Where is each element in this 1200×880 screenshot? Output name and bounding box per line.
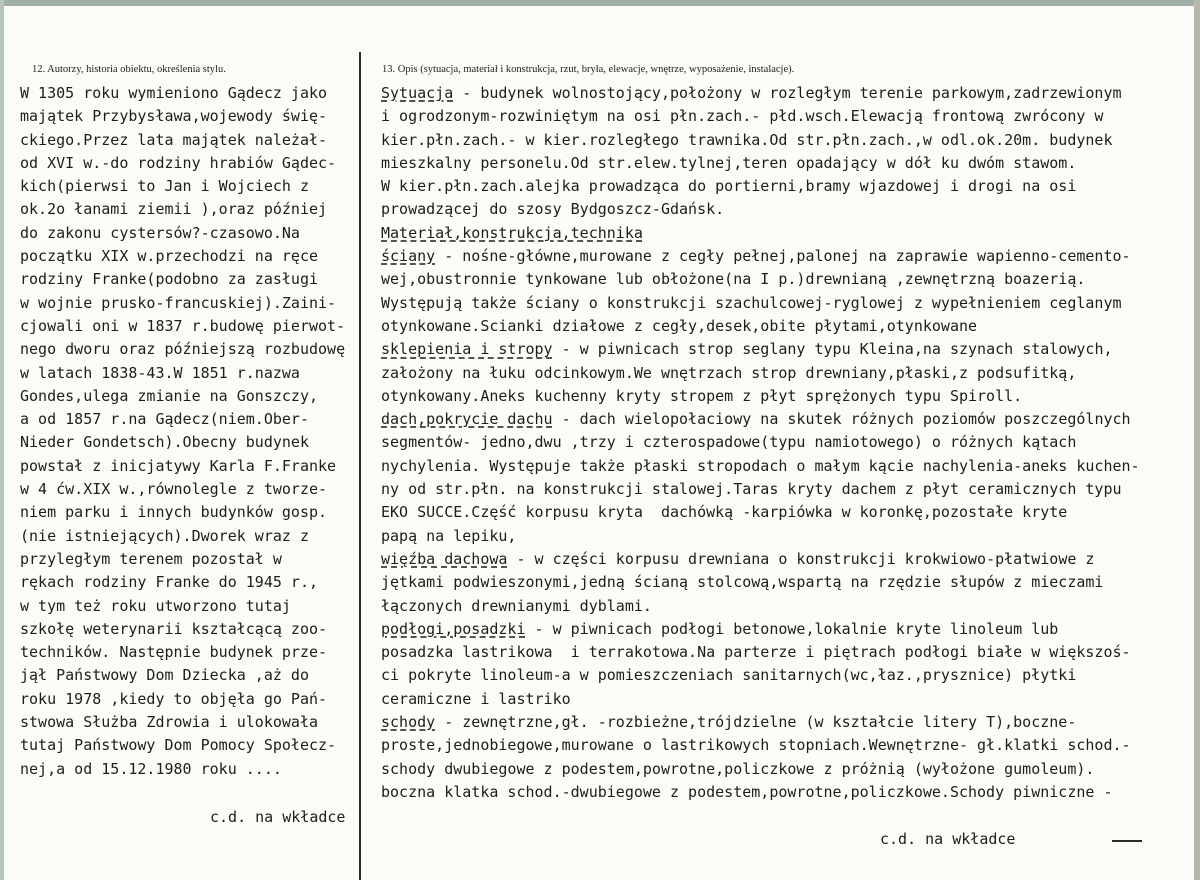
page-edge-left	[0, 0, 4, 880]
description-text: - nośne-główne,murowane z cegły pełnej,palonej na zaprawie wapienno-cemento-	[435, 247, 1131, 266]
description-line	[381, 338, 1196, 361]
left-continued-note: c.d. na wkładce	[210, 808, 346, 826]
description-line	[381, 222, 1196, 245]
description-line	[381, 408, 1196, 431]
history-line: do zakonu cystersów?-czasowo.Na	[20, 223, 300, 242]
description-line	[381, 571, 1196, 594]
section-heading: ściany	[381, 247, 436, 266]
history-line: rodziny Franke(podobno za zasługi	[20, 270, 319, 289]
description-line	[381, 711, 1196, 734]
description-text: ci pokryte linoleum-a w pomieszczeniach sanitarnych(wc,łaz.,prysznice) płytki	[381, 666, 1077, 685]
description-line	[381, 152, 1196, 175]
history-line: w 4 ćw.XIX w.,równolegle z tworze-	[20, 480, 328, 499]
description-text: założony na łuku odcinkowym.We wnętrzach strop drewniany,płaski,z podsufitką,	[381, 363, 1077, 382]
description-text: - w piwnicach strop seglany typu Kleina,na szynach stalowych,	[552, 340, 1113, 359]
history-line: nego dworu oraz późniejszą rozbudowę	[20, 340, 346, 359]
description-text: - w części korpusu drewniana o konstrukcji krokwiowo-płatwiowe z	[507, 549, 1095, 568]
description-text: W kier.płn.zach.alejka prowadząca do portierni,bramy wjazdowej i drogi na osi	[381, 177, 1077, 196]
description-text: EKO SUCCE.Część korpusu kryta dachówką -karpiówka w koronkę,pozostałe kryte	[381, 503, 1068, 522]
history-line: (nie istniejących).Dworek wraz z	[20, 526, 309, 545]
description-text: Występują także ściany o konstrukcji szachulcowej-ryglowej z wypełnieniem ceglanym	[381, 293, 1122, 312]
history-line: tutaj Państwowy Dom Pomocy Społecz-	[20, 736, 337, 755]
description-line	[381, 82, 1196, 105]
description-line	[381, 618, 1196, 641]
history-line: majątek Przybysława,wojewody świę-	[20, 107, 328, 126]
description-line	[381, 245, 1196, 268]
history-line: stwowa Służba Zdrowia i ulokowała	[20, 713, 319, 732]
history-line: szkołę weterynarii kształcącą zoo-	[20, 619, 328, 638]
description-text: prowadzącej do szosy Bydgoszcz-Gdańsk.	[381, 200, 725, 219]
description-text: nychylenia. Występuje także płaski stropodach o małym kącie nachylenia-aneks kuchen-	[381, 456, 1140, 475]
description-line	[381, 129, 1196, 152]
description-column	[381, 82, 1196, 804]
history-line: a od 1857 r.na Gądecz(niem.Ober-	[20, 410, 309, 429]
description-text: - zewnętrzne,gł. -rozbieżne,trójdzielne (w kształcie litery T),boczne-	[435, 713, 1077, 732]
description-text: schody dwubiegowe z podestem,powrotne,policzkowe z próżnią (wyłożone gumoleum).	[381, 759, 1095, 778]
description-text: kier.płn.zach.- w kier.rozległego trawnika.Od str.płn.zach.,w odl.ok.20m. budynek	[381, 130, 1113, 149]
column-divider	[359, 52, 361, 880]
history-line: kich(pierwsi to Jan i Wojciech z	[20, 177, 309, 196]
description-line	[381, 292, 1196, 315]
history-line: w wojnie prusko-francuskiej).Zaini-	[20, 293, 337, 312]
description-text: i ogrodzonym-rozwiniętym na osi płn.zach.- płd.wsch.Elewacją frontową zwrócony w	[381, 107, 1104, 126]
history-line: w latach 1838-43.W 1851 r.nazwa	[20, 363, 300, 382]
description-text: jętkami podwieszonymi,jedną ścianą stolcową,wspartą na rzędzie słupów z mieczami	[381, 573, 1104, 592]
description-line	[381, 385, 1196, 408]
description-text: posadzka lastrikowa i terrakotowa.Na parterze i piętrach podłogi białe w większoś-	[381, 643, 1131, 662]
bottom-rule	[1112, 840, 1142, 842]
description-text: ny od str.płn. na konstrukcji stalowej.Taras kryty dachem z płyt ceramicznych typu	[381, 480, 1122, 499]
section-heading: dach,pokrycie dachu	[381, 410, 553, 429]
page-edge-top	[0, 0, 1200, 6]
description-text: - w piwnicach podłogi betonowe,lokalnie kryte linoleum lub	[525, 619, 1059, 638]
description-line	[381, 431, 1196, 454]
section-13-header: 13. Opis (sytuacja, materiał i konstrukcja, rzut, bryła, elewacje, wnętrze, wyposażenie, instalacje).	[382, 64, 795, 75]
description-line	[381, 175, 1196, 198]
section-heading: Materiał,konstrukcja,technika	[381, 223, 643, 242]
section-heading: sklepienia i stropy	[381, 340, 553, 359]
description-line	[381, 362, 1196, 385]
history-line: przyległym terenem pozostał w	[20, 549, 282, 568]
history-line: Gondes,ulega zmianie na Gonszczy,	[20, 386, 319, 405]
section-12-header: 12. Autorzy, historia obiektu, określenia stylu.	[32, 64, 226, 75]
description-line	[381, 478, 1196, 501]
description-line	[381, 548, 1196, 571]
description-text: ceramiczne i lastriko	[381, 689, 571, 708]
history-line: roku 1978 ,kiedy to objęła go Pań-	[20, 689, 328, 708]
history-line: ckiego.Przez lata majątek należał-	[20, 130, 328, 149]
description-text: otynkowane.Scianki działowe z cegły,desek,obite płytami,otynkowane	[381, 316, 978, 335]
description-line	[381, 664, 1196, 687]
section-heading: więźba dachowa	[381, 549, 508, 568]
history-column	[20, 82, 355, 781]
history-line: jął Państwowy Dom Dziecka ,aż do	[20, 666, 309, 685]
description-line	[381, 268, 1196, 291]
description-line	[381, 641, 1196, 664]
description-line	[381, 595, 1196, 618]
description-line	[381, 688, 1196, 711]
section-heading: schody	[381, 713, 436, 732]
history-line: W 1305 roku wymieniono Gądecz jako	[20, 84, 328, 102]
history-line: powstał z inicjatywy Karla F.Franke	[20, 456, 337, 475]
history-line: od XVI w.-do rodziny hrabiów Gądec-	[20, 153, 337, 172]
history-line: cjowali oni w 1837 r.budowę pierwot-	[20, 316, 346, 335]
description-line	[381, 455, 1196, 478]
history-line: niem parku i innych budynków gosp.	[20, 503, 328, 522]
description-text: mieszkalny personelu.Od str.elew.tylnej,teren opadający w dół ku dwóm stawom.	[381, 153, 1077, 172]
history-line: nej,a od 15.12.1980 roku ....	[20, 759, 282, 778]
description-line	[381, 525, 1196, 548]
section-heading: Sytuacja	[381, 84, 454, 102]
description-text: - dach wielopołaciowy na skutek różnych poziomów poszczególnych	[552, 410, 1131, 429]
description-text: otynkowany.Aneks kuchenny kryty stropem z płyt sprężonych typu Spiroll.	[381, 386, 1023, 405]
description-line	[381, 198, 1196, 221]
history-line: początku XIX w.przechodzi na ręce	[20, 247, 319, 266]
history-line: techników. Następnie budynek prze-	[20, 643, 328, 662]
description-line	[381, 734, 1196, 757]
section-heading: podłogi,posadzki	[381, 619, 526, 638]
history-line: Nieder Gondetsch).Obecny budynek	[20, 433, 309, 452]
history-line: ok.2o łanami ziemii ),oraz później	[20, 200, 328, 219]
description-line	[381, 105, 1196, 128]
description-text: - budynek wolnostojący,położony w rozległym terenie parkowym,zadrzewionym	[453, 84, 1122, 102]
description-text: boczna klatka schod.-dwubiegowe z podestem,powrotne,policzkowe.Schody piwniczne -	[381, 782, 1113, 801]
description-line	[381, 758, 1196, 781]
history-line: w tym też roku utworzono tutaj	[20, 596, 291, 615]
description-text: proste,jednobiegowe,murowane o lastrikowych stopniach.Wewnętrzne- gł.klatki schod.-	[381, 736, 1131, 755]
description-line	[381, 501, 1196, 524]
right-continued-note: c.d. na wkładce	[880, 830, 1016, 848]
description-text: papą na lepiku,	[381, 526, 517, 545]
description-text: wej,obustronnie tynkowane lub obłożone(na I p.)drewnianą ,zewnętrzną boazerią.	[381, 270, 1086, 289]
description-line	[381, 315, 1196, 338]
description-text: łączonych drewnianymi dyblami.	[381, 596, 652, 615]
history-line: rękach rodziny Franke do 1945 r.,	[20, 573, 319, 592]
description-line	[381, 781, 1196, 804]
description-text: segmentów- jedno,dwu ,trzy i czterospadowe(typu namiotowego) o różnych kątach	[381, 433, 1077, 452]
